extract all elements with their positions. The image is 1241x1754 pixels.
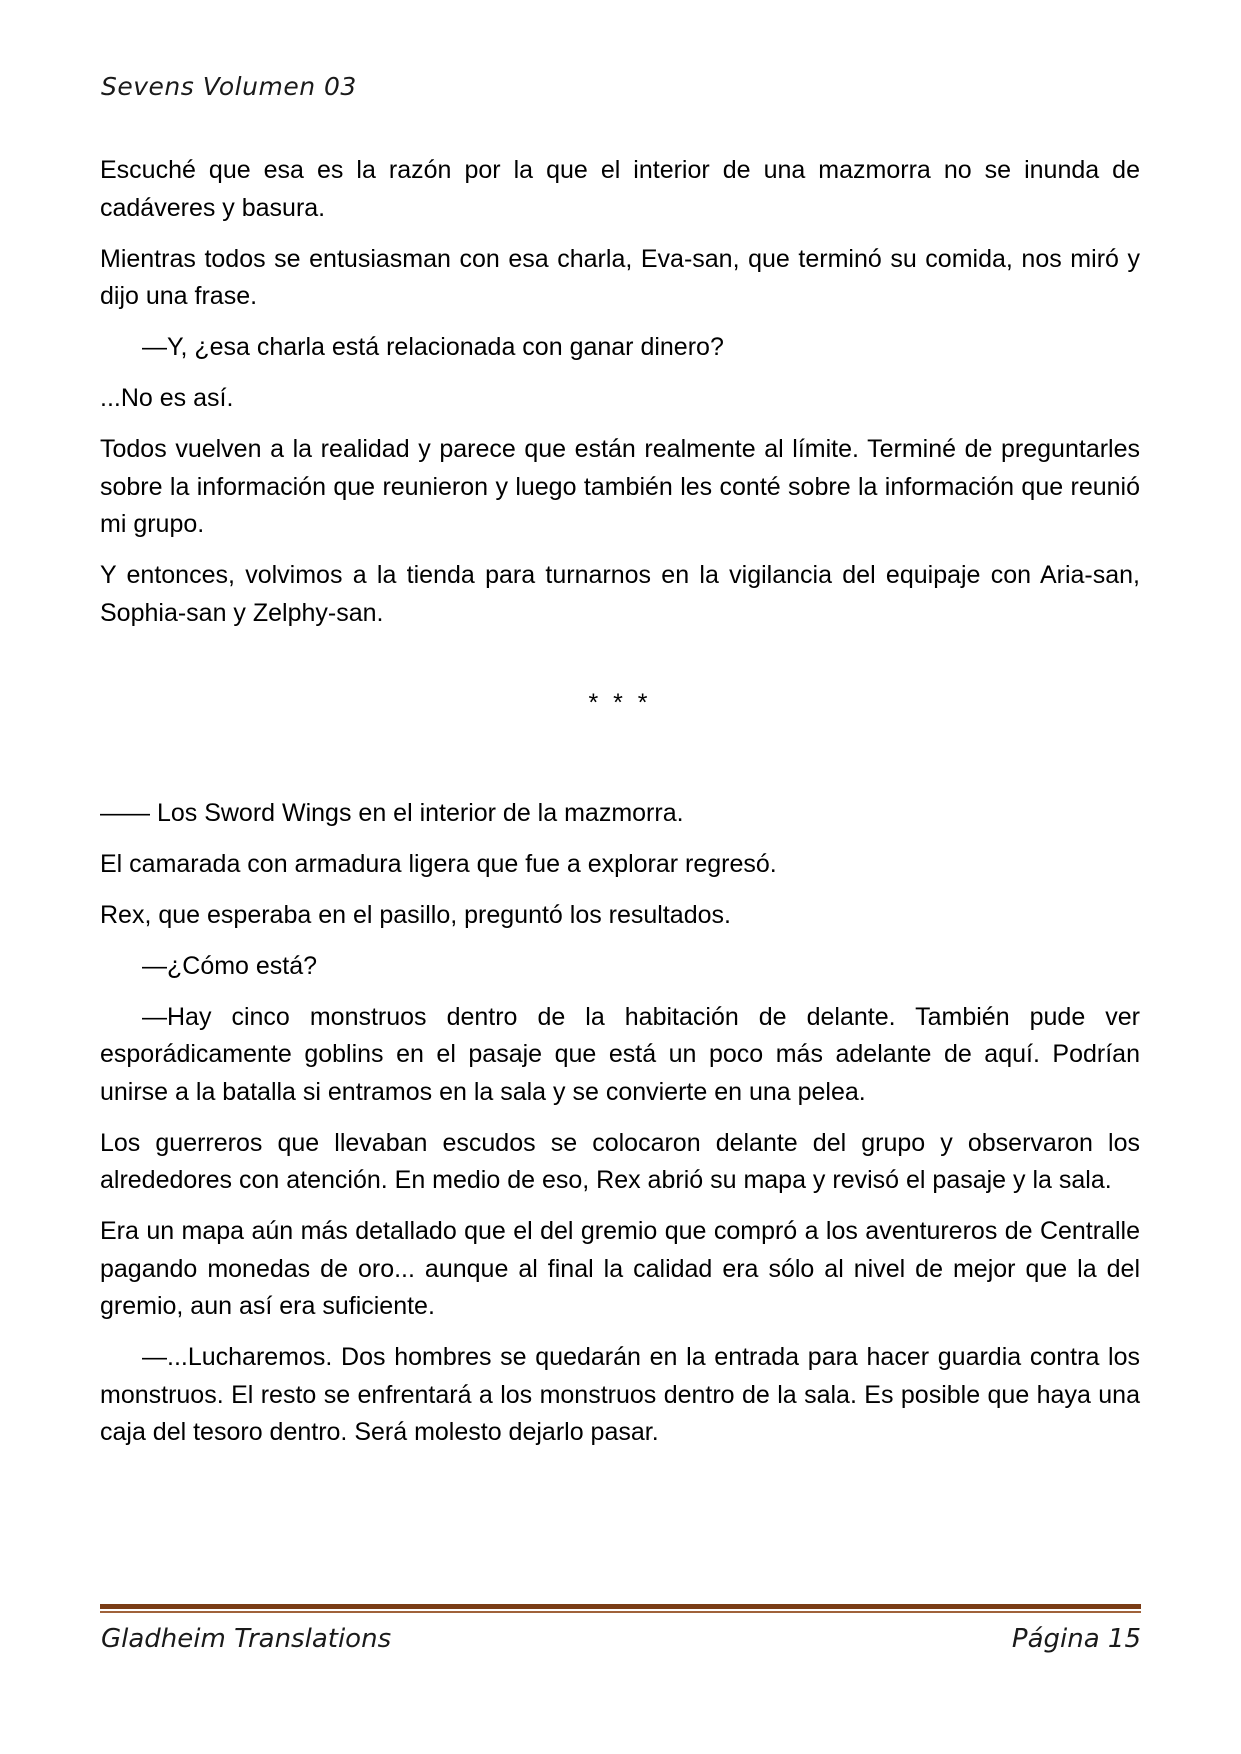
- dialogue-paragraph: —...Lucharemos. Dos hombres se quedarán en la entrada para hacer guardia contra los monstruos. El resto se enfrentará a los monstruos dentro de la sala. Es posible que haya una caja del tesoro dentro. Será molesto dejarlo pasar.: [100, 1343, 1140, 1446]
- paragraph: Mientras todos se entusiasman con esa charla, Eva-san, que terminó su comida, nos miró y dijo una frase.: [100, 244, 1140, 310]
- paragraph: —— Los Sword Wings en el interior de la mazmorra.: [100, 798, 684, 827]
- dialogue-paragraph: —Y, ¿esa charla está relacionada con ganar dinero?: [142, 333, 724, 361]
- paragraph: Rex, que esperaba en el pasillo, preguntó los resultados.: [100, 900, 731, 929]
- footer-translator-credit: Gladheim Translations: [101, 1624, 392, 1654]
- paragraph: El camarada con armadura ligera que fue a explorar regresó.: [100, 849, 777, 878]
- document-body: [100, 152, 1140, 1465]
- footer-rule-thin-line: [100, 1611, 1141, 1613]
- footer-page-number: Página 15: [1011, 1624, 1141, 1654]
- paragraph: ...No es así.: [100, 384, 234, 412]
- page-header: [101, 72, 357, 101]
- dialogue-paragraph: —¿Cómo está?: [142, 951, 318, 980]
- paragraph: Los guerreros que llevaban escudos se colocaron delante del grupo y observaron los alrededores con atención. En medio de eso, Rex abrió su mapa y revisó el pasaje y la sala.: [100, 1128, 1140, 1194]
- dialogue-paragraph: —Hay cinco monstruos dentro de la habitación de delante. También pude ver esporádicamente goblins en el pasaje que está un poco más adelante de aquí. Podrían unirse a la batalla si entramos en la sala y se convierte en una pelea.: [100, 1002, 1140, 1106]
- paragraph: Escuché que esa es la razón por la que el interior de una mazmorra no se inunda de cadáveres y basura.: [100, 156, 1140, 222]
- footer-rule: [100, 1604, 1141, 1613]
- paragraph: Y entonces, volvimos a la tienda para turnarnos en la vigilancia del equipaje con Aria-san, Sophia-san y Zelphy-san.: [100, 561, 1140, 627]
- header-title: Sevens Volumen 03: [101, 72, 357, 101]
- page-footer: [101, 1624, 1141, 1654]
- paragraph: Era un mapa aún más detallado que el del gremio que compró a los aventureros de Centralle pagando monedas de oro... aunque al final la calidad era sólo al nivel de mejor que la del gremio, aun así era suficiente.: [100, 1217, 1140, 1320]
- paragraph: Todos vuelven a la realidad y parece que están realmente al límite. Terminé de preguntarles sobre la información que reunieron y luego también les conté sobre la información que reunió mi grupo.: [100, 435, 1140, 538]
- scene-separator: * * *: [588, 689, 652, 717]
